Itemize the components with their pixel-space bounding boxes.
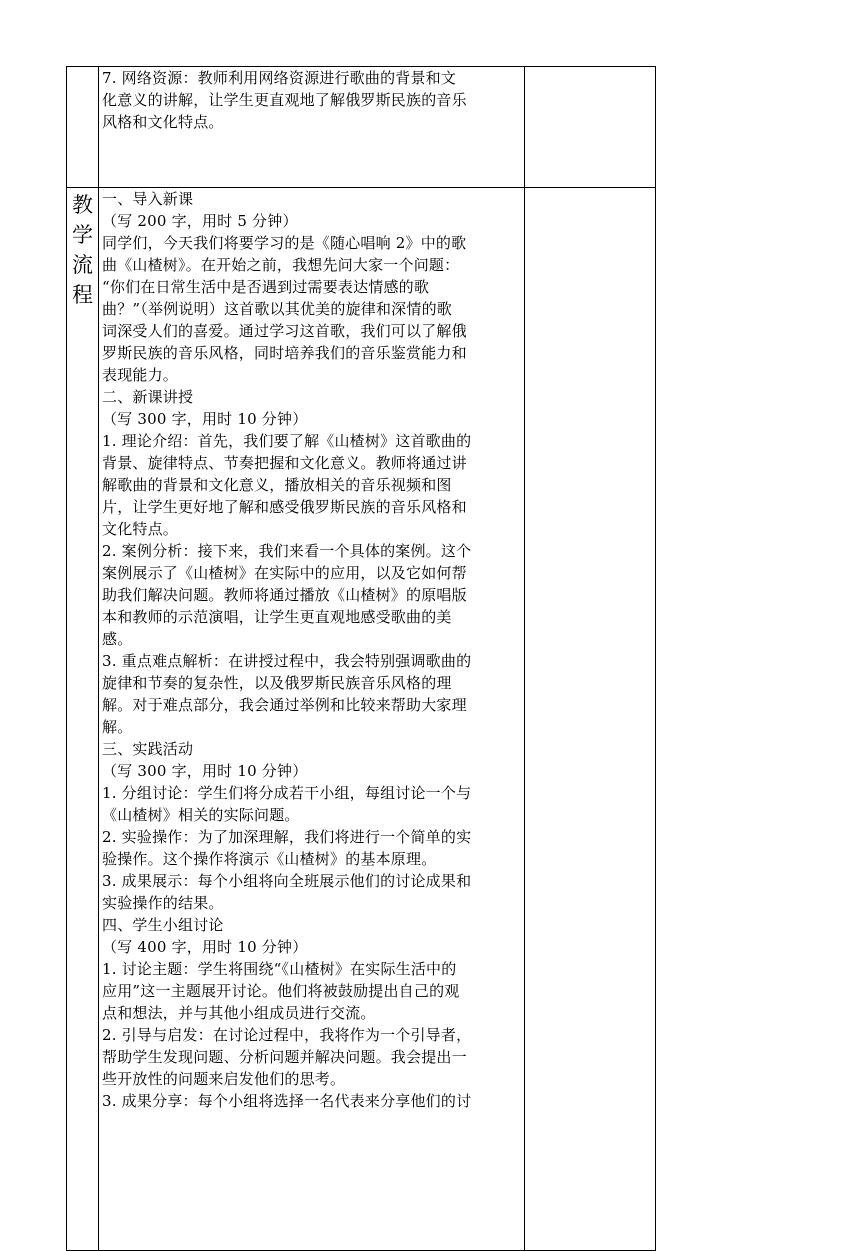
text-line: 四、学生小组讨论 xyxy=(102,916,224,934)
teaching-process-label xyxy=(67,188,98,310)
table-row xyxy=(67,188,656,1251)
text-line: 一、导入新课 xyxy=(102,190,194,208)
text-line: 1. 理论介绍：首先，我们要了解《山楂树》这首歌曲的 xyxy=(102,432,472,450)
content-cell xyxy=(99,188,525,1251)
text-line: 三、实践活动 xyxy=(102,740,194,758)
side-label-char: 教 xyxy=(72,193,93,217)
text-line: 同学们，今天我们将要学习的是《随心唱响 2》中的歌 xyxy=(102,234,467,252)
text-line: （写 300 字，用时 10 分钟） xyxy=(102,410,308,428)
side-label-char: 程 xyxy=(72,283,93,307)
text-line: 3. 重点难点解析：在讲授过程中，我会特别强调歌曲的 xyxy=(102,652,472,670)
text-line: 解。 xyxy=(102,718,133,736)
text-line: 片，让学生更好地了解和感受俄罗斯民族的音乐风格和 xyxy=(102,498,467,516)
text-line: 表现能力。 xyxy=(102,366,179,384)
side-label-cell xyxy=(67,188,99,1251)
text-line: 曲？”（举例说明）这首歌以其优美的旋律和深情的歌 xyxy=(102,300,452,318)
network-resources-text xyxy=(99,67,524,133)
text-line: 案例展示了《山楂树》在实际中的应用，以及它如何帮 xyxy=(102,564,467,582)
text-line: 旋律和节奏的复杂性，以及俄罗斯民族音乐风格的理 xyxy=(102,674,452,692)
text-line: （写 200 字，用时 5 分钟） xyxy=(102,212,298,230)
text-line: 1. 讨论主题：学生将围绕“《山楂树》在实际生活中的 xyxy=(102,960,457,978)
text-line: 解。对于难点部分，我会通过举例和比较来帮助大家理 xyxy=(102,696,467,714)
text-line: 7. 网络资源：教师利用网络资源进行歌曲的背景和文 xyxy=(102,69,457,87)
text-line: 1. 分组讨论：学生们将分成若干小组，每组讨论一个与 xyxy=(102,784,472,802)
text-line: 《山楂树》相关的实际问题。 xyxy=(102,806,300,824)
text-line: 曲《山楂树》。在开始之前，我想先问大家一个问题： xyxy=(102,256,460,274)
side-label-cell-empty xyxy=(67,67,99,188)
table-row xyxy=(67,67,656,188)
text-line: 解歌曲的背景和文化意义，播放相关的音乐视频和图 xyxy=(102,476,452,494)
text-line: “你们在日常生活中是否遇到过需要表达情感的歌 xyxy=(102,278,430,296)
text-line: 2. 案例分析：接下来，我们来看一个具体的案例。这个 xyxy=(102,542,472,560)
text-line: 化意义的讲解，让学生更直观地了解俄罗斯民族的音乐 xyxy=(102,91,467,109)
text-line: （写 300 字，用时 10 分钟） xyxy=(102,762,308,780)
text-line: 罗斯民族的音乐风格，同时培养我们的音乐鉴赏能力和 xyxy=(102,344,467,362)
content-cell xyxy=(99,67,525,188)
notes-cell xyxy=(525,67,656,188)
text-line: 3. 成果分享：每个小组将选择一名代表来分享他们的讨 xyxy=(102,1092,472,1110)
teaching-process-text xyxy=(99,188,524,1112)
text-line: （写 400 字，用时 10 分钟） xyxy=(102,938,308,956)
text-line: 助我们解决问题。教师将通过播放《山楂树》的原唱版 xyxy=(102,586,467,604)
text-line: 3. 成果展示：每个小组将向全班展示他们的讨论成果和 xyxy=(102,872,472,890)
notes-cell xyxy=(525,188,656,1251)
text-line: 验操作。这个操作将演示《山楂树》的基本原理。 xyxy=(102,850,437,868)
text-line: 些开放性的问题来启发他们的思考。 xyxy=(102,1070,346,1088)
side-label-char: 流 xyxy=(72,253,93,277)
text-line: 点和想法，并与其他小组成员进行交流。 xyxy=(102,1004,376,1022)
text-line: 应用”这一主题展开讨论。他们将被鼓励提出自己的观 xyxy=(102,982,460,1000)
text-line: 2. 引导与启发：在讨论过程中，我将作为一个引导者， xyxy=(102,1026,472,1044)
text-line: 实验操作的结果。 xyxy=(102,894,224,912)
text-line: 词深受人们的喜爱。通过学习这首歌，我们可以了解俄 xyxy=(102,322,467,340)
text-line: 2. 实验操作：为了加深理解，我们将进行一个简单的实 xyxy=(102,828,472,846)
side-label-char: 学 xyxy=(72,223,93,247)
text-line: 二、新课讲授 xyxy=(102,388,194,406)
text-line: 风格和文化特点。 xyxy=(102,113,224,131)
text-line: 感。 xyxy=(102,630,133,648)
text-line: 背景、旋律特点、节奏把握和文化意义。教师将通过讲 xyxy=(102,454,467,472)
text-line: 帮助学生发现问题、分析问题并解决问题。我会提出一 xyxy=(102,1048,467,1066)
lesson-plan-table xyxy=(66,66,656,1251)
text-line: 文化特点。 xyxy=(102,520,179,538)
text-line: 本和教师的示范演唱，让学生更直观地感受歌曲的美 xyxy=(102,608,452,626)
